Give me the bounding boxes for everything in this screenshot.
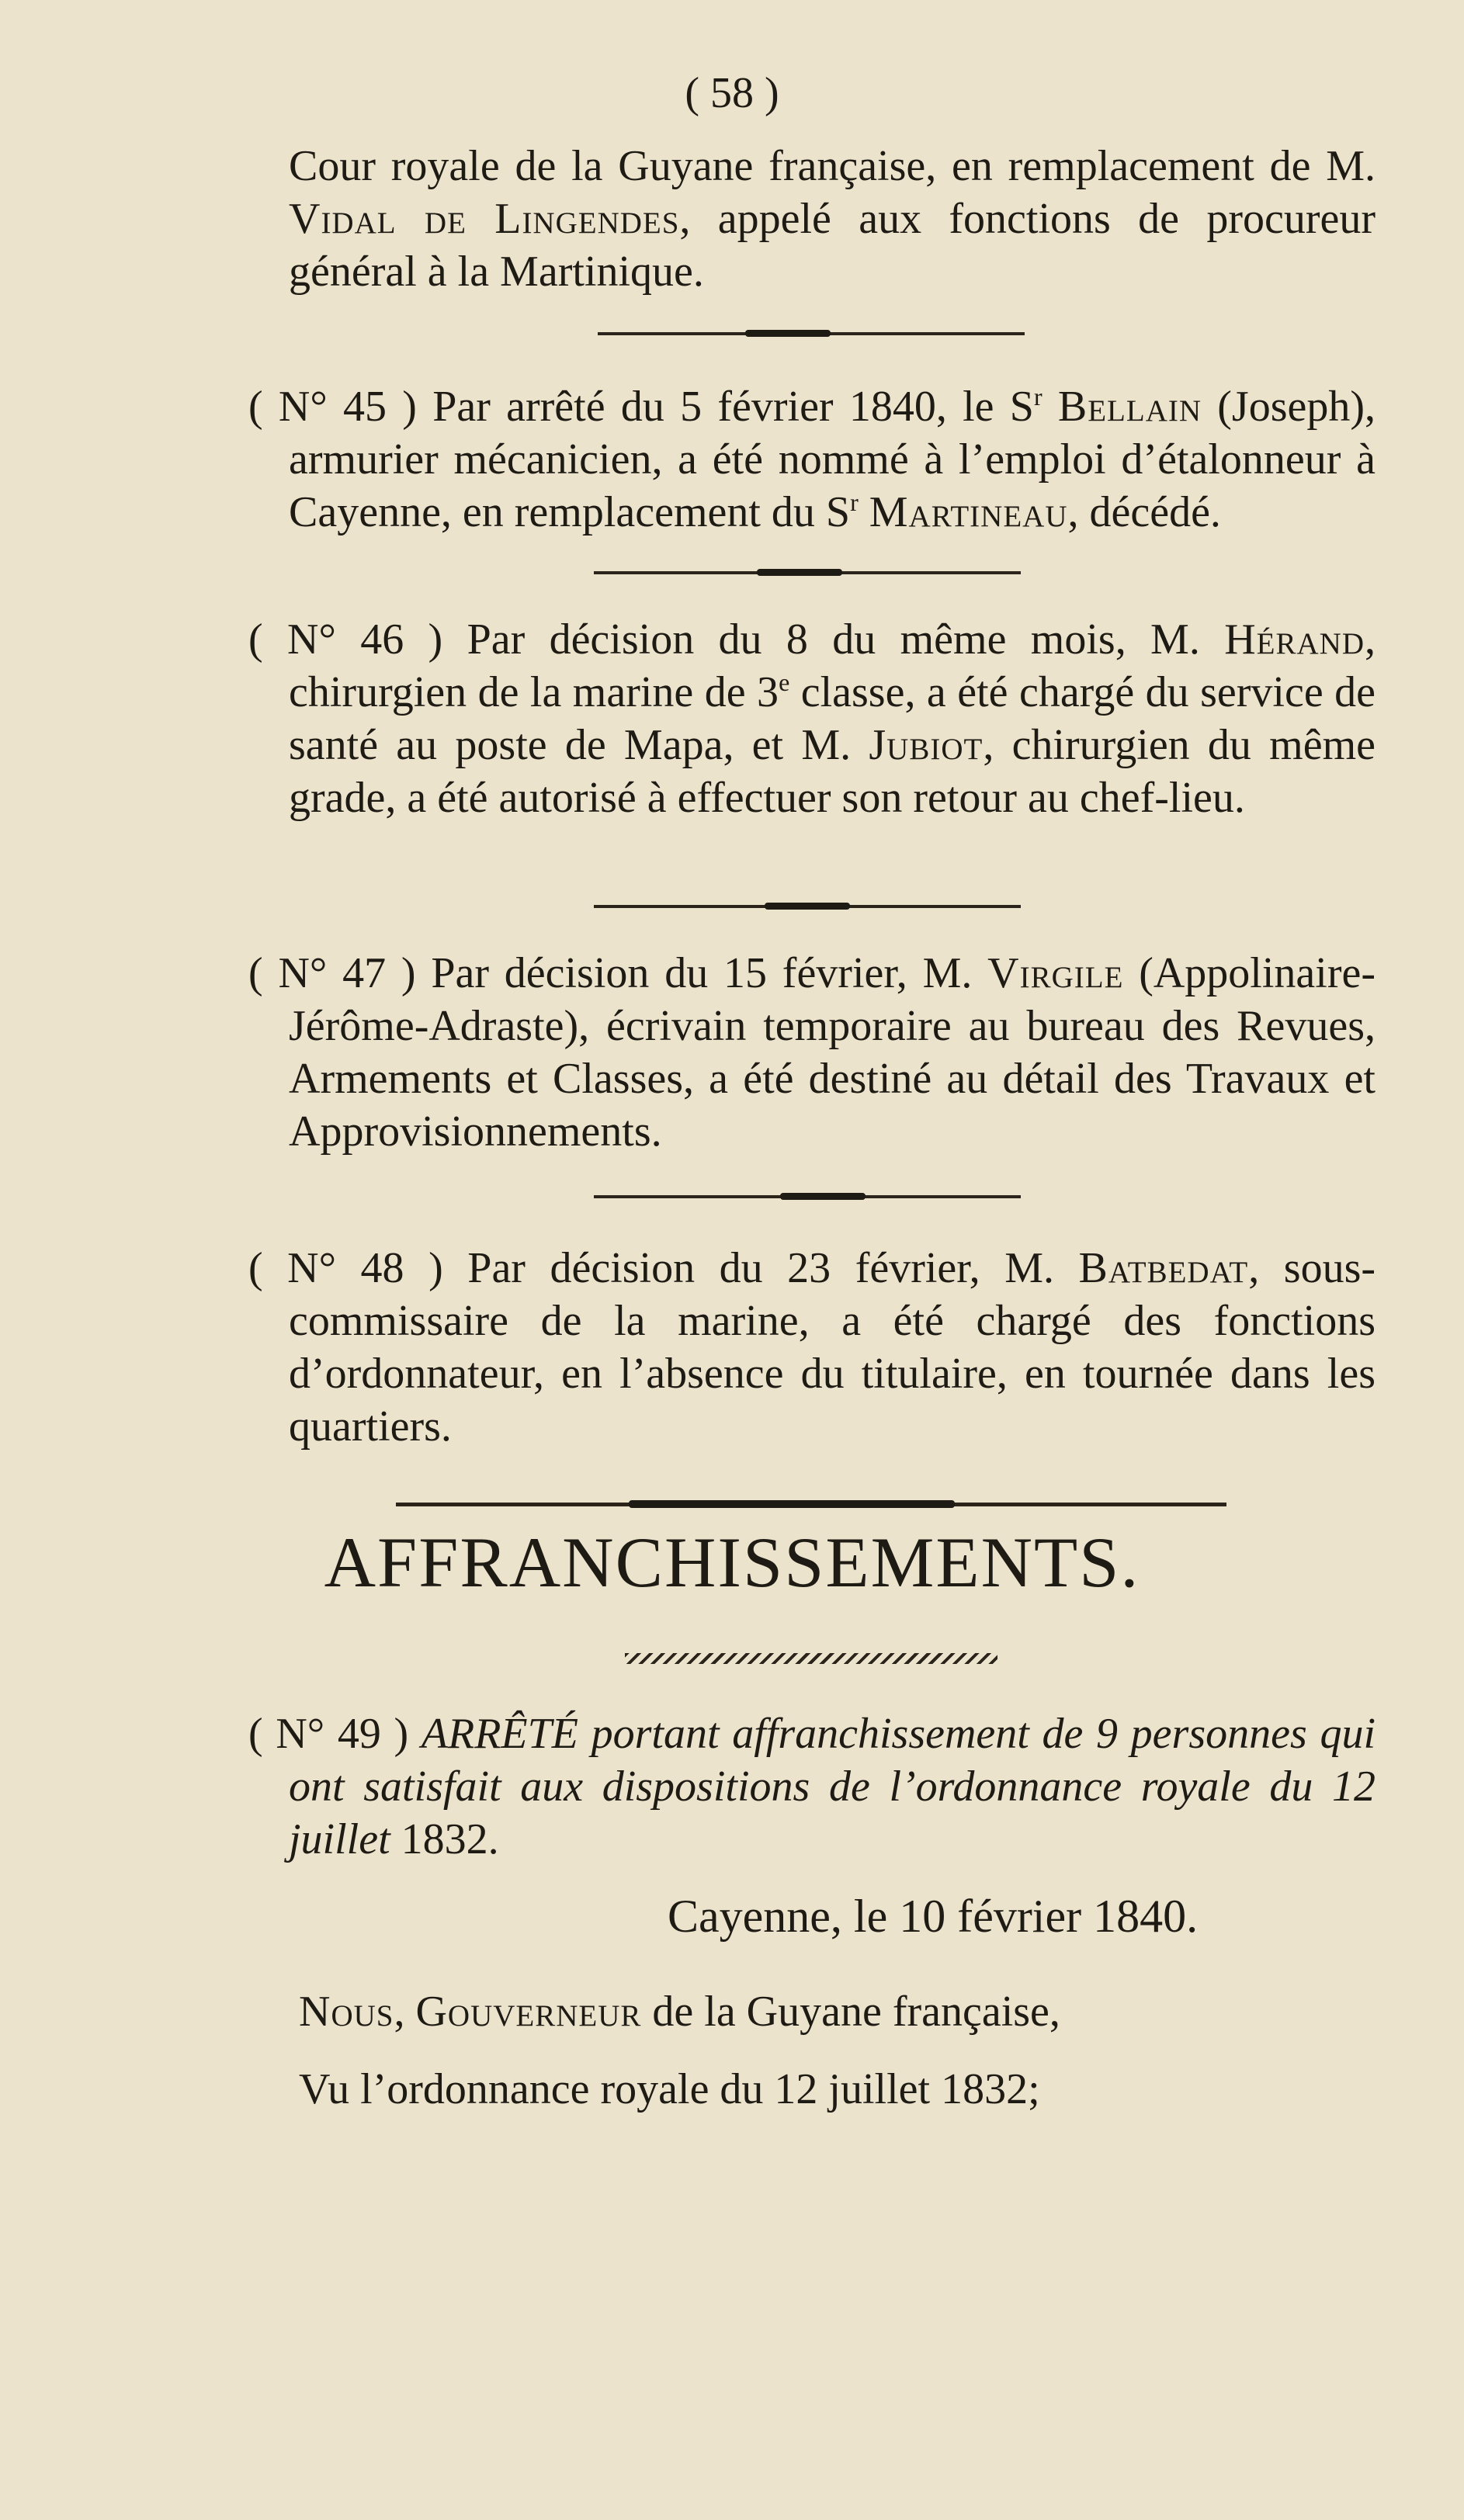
intro-line-3: général à la Martinique.	[289, 248, 704, 296]
superscript: r	[1033, 383, 1042, 411]
entry-48	[248, 1242, 1376, 1453]
intro-line-2-pre: M.	[1326, 142, 1376, 190]
intro-line-2-post: , appelé aux fonctions de procureur	[679, 195, 1376, 243]
separator-text: ,	[394, 1988, 416, 2036]
person-name: Virgile	[987, 949, 1124, 997]
arrete-title: ARRÊTÉ portant affranchissement de 9 personnes qui ont satisfait aux dispositions de l’ordonnance royale du 12	[289, 1710, 1376, 1811]
entry-45	[248, 380, 1376, 539]
section-rule	[396, 1503, 1226, 1506]
superscript: r	[850, 488, 859, 516]
person-name: Batbedat	[1078, 1244, 1249, 1292]
person-name: Hérand	[1224, 615, 1365, 664]
person-name: Jubiot	[869, 721, 984, 769]
arrete-title-end: juillet	[289, 1815, 390, 1863]
entry-text: , sous-commissaire de la marine, a été chargé des fonctions d’ordonnateur, en l’absence du titulaire, en tournée dans les quartiers.	[289, 1244, 1376, 1451]
entry-text: classe, a été chargé du service de santé au poste de Mapa, et M.	[289, 668, 1376, 769]
date-line: Cayenne, le 10 février 1840.	[668, 1891, 1199, 1942]
nous-line-end: de la Guyane française,	[641, 1988, 1060, 2036]
separator-rule	[594, 905, 1021, 908]
person-name: Bellain	[1057, 383, 1202, 431]
vu-line: Vu l’ordonnance royale du 12 juillet 1832;	[299, 2065, 1040, 2113]
entry-47	[248, 947, 1376, 1158]
separator-rule	[594, 571, 1021, 574]
entry-text: , chirurgien du même grade, a été autorisé à effectuer son retour au chef-lieu.	[289, 721, 1376, 822]
entry-46	[248, 613, 1376, 824]
intro-line-1: Cour royale de la Guyane française, en remplacement de	[289, 142, 1311, 190]
entry-49	[248, 1707, 1376, 1866]
entry-number: ( N° 46 )	[248, 615, 443, 664]
page-number: ( 58 )	[685, 69, 779, 117]
entry-text: Par arrêté du 5 février 1840, le S	[432, 383, 1034, 431]
separator-rule	[594, 1195, 1021, 1198]
governor-title: Gouverneur	[415, 1988, 642, 2036]
person-name: Vidal de Lingendes	[289, 195, 680, 243]
nous-line	[299, 1987, 1060, 2036]
entry-text: Par décision du 8 du même mois, M.	[467, 615, 1225, 664]
entry-number: ( N° 49 )	[248, 1710, 409, 1758]
nous-word: Nous	[299, 1988, 394, 2036]
entry-number: ( N° 48 )	[248, 1244, 443, 1292]
entry-text: Par décision du 23 février, M.	[467, 1244, 1079, 1292]
superscript: e	[779, 668, 790, 696]
person-name: Martineau	[869, 488, 1068, 536]
entry-text: Par décision du 15 février, M.	[431, 949, 988, 997]
ornament-wavy-rule	[625, 1653, 997, 1664]
section-title: AFFRANCHISSEMENTS.	[324, 1523, 1140, 1602]
entry-number: ( N° 45 )	[248, 383, 417, 431]
entry-text: (Joseph), armurier mécanicien, a été nommé à l’emploi d’étalonneur à Cayenne, en remplacement du S	[289, 383, 1376, 536]
intro-paragraph	[289, 140, 1376, 298]
entry-text: , décédé.	[1067, 488, 1221, 536]
separator-rule	[598, 332, 1025, 335]
entry-text: , chirurgien de la marine de 3	[289, 615, 1376, 716]
entry-number: ( N° 47 )	[248, 949, 416, 997]
entry-text: (Appolinaire-Jérôme-Adraste), écrivain temporaire au bureau des Revues, Armements et Classes, a été destiné au détail des Travaux et Approvisionnements.	[289, 949, 1376, 1156]
arrete-year: 1832.	[390, 1815, 499, 1863]
